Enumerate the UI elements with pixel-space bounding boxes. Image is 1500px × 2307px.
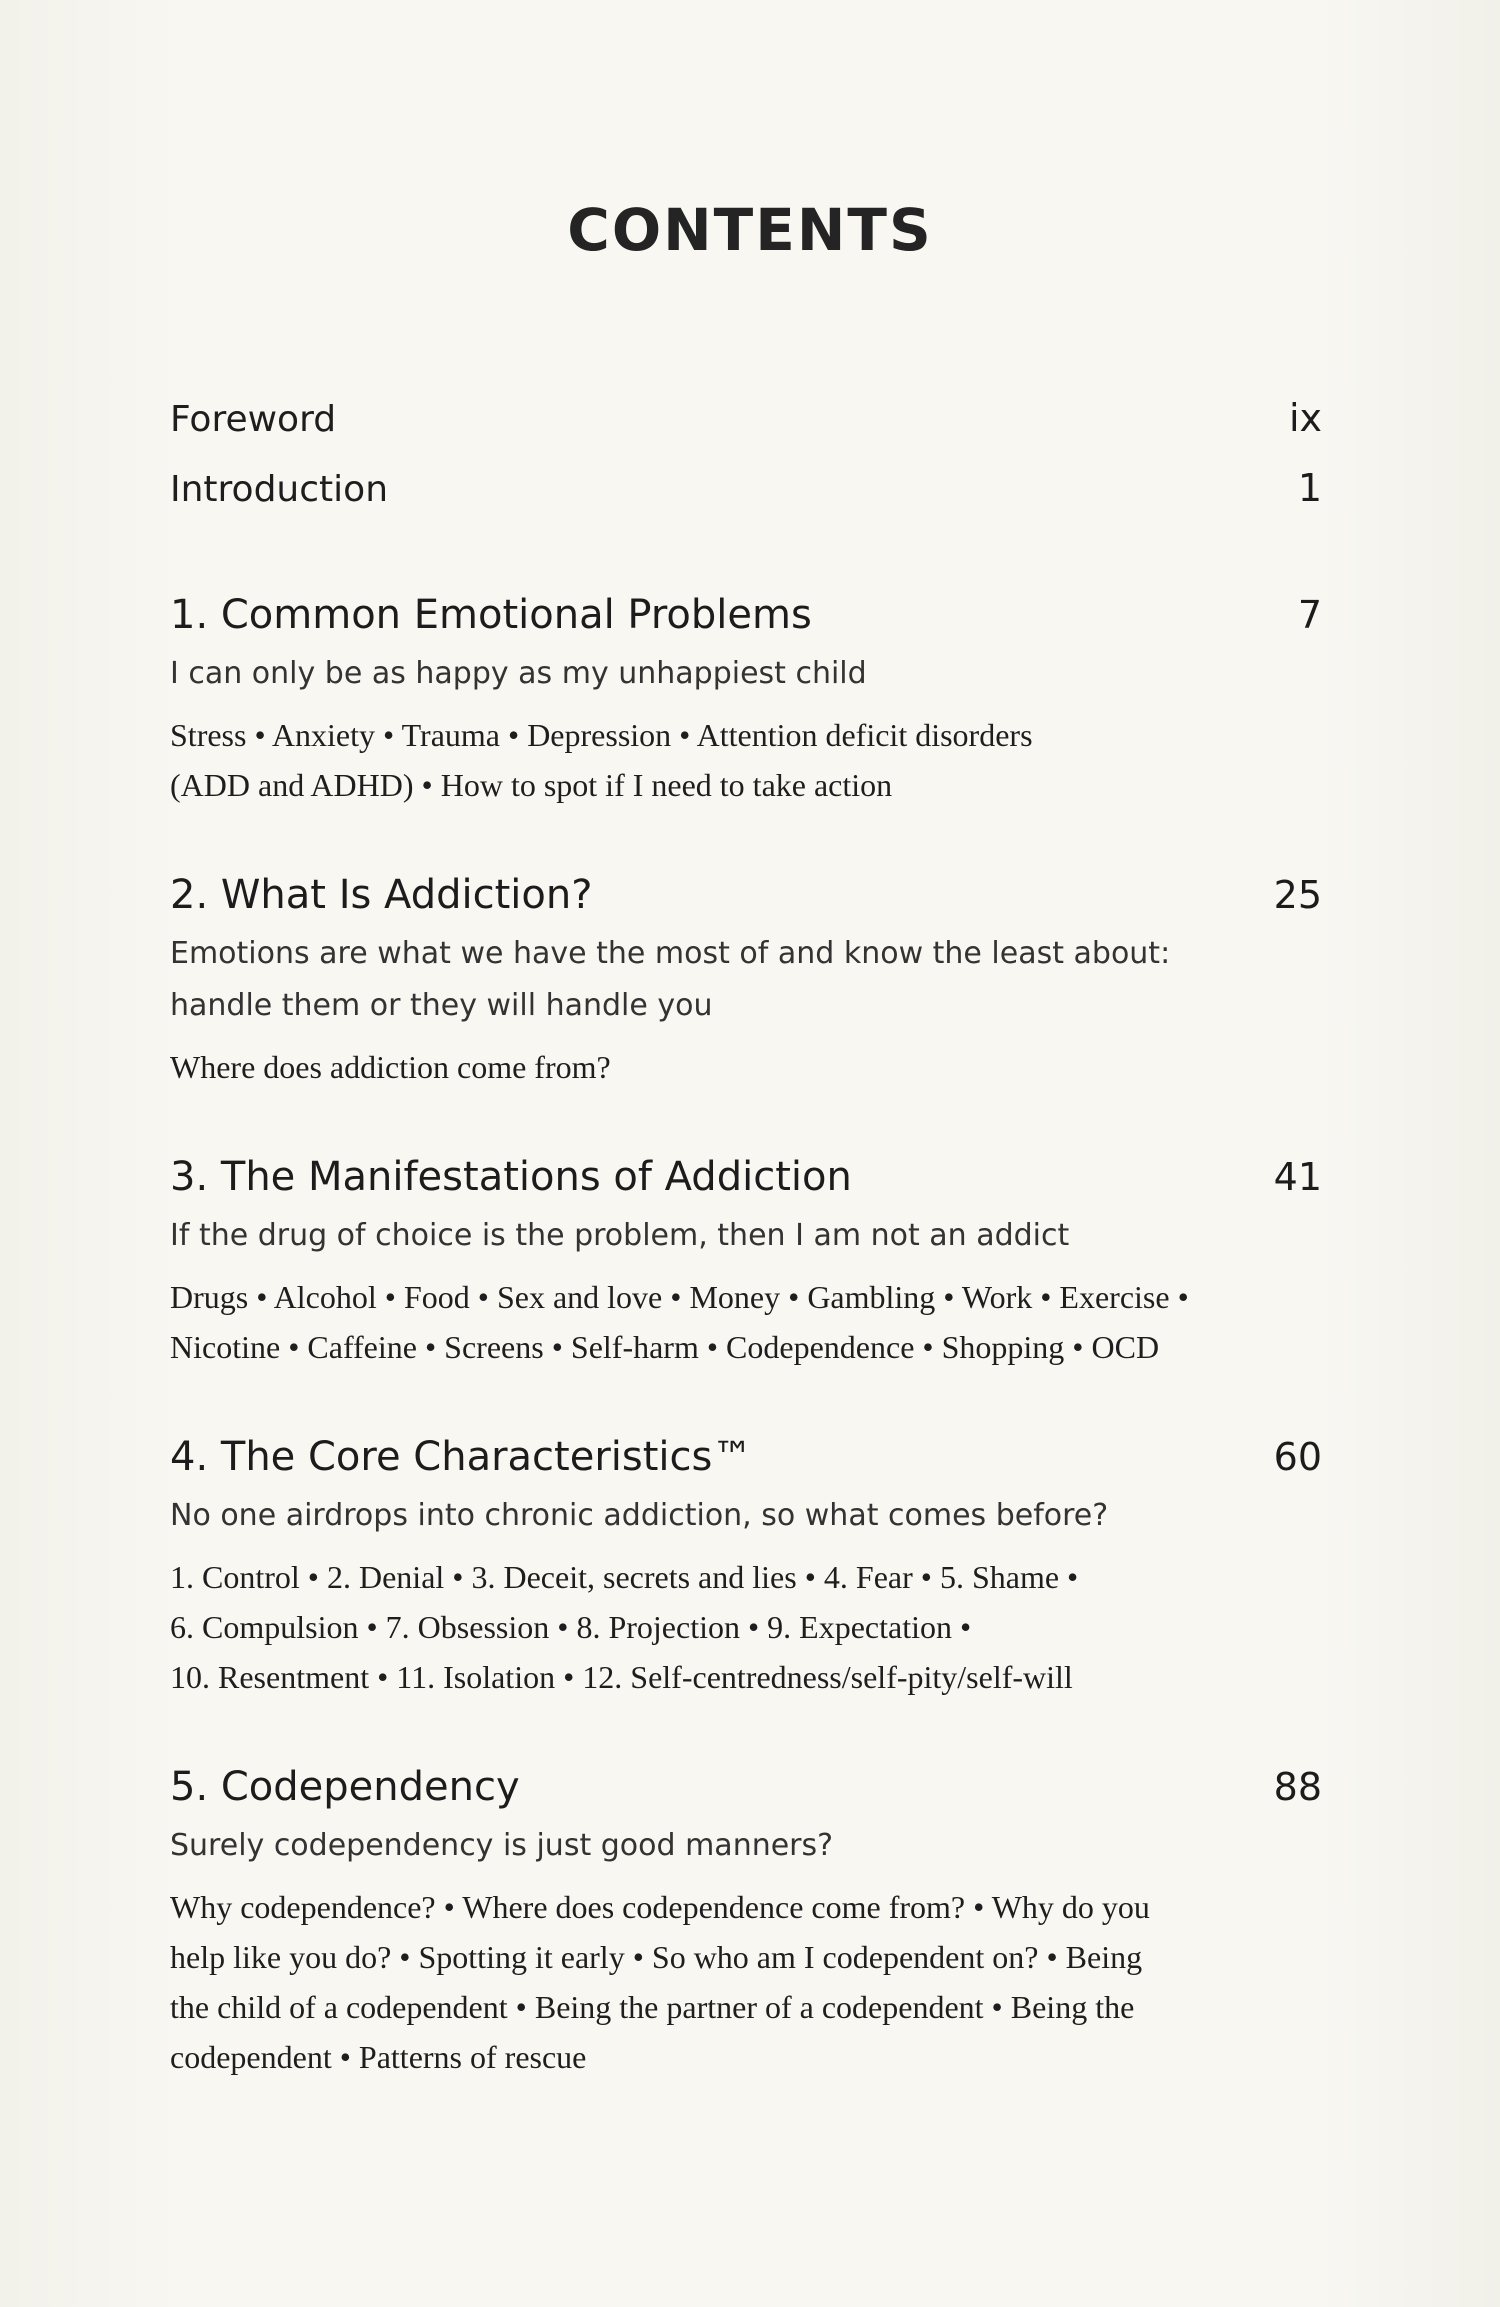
toc-chapter-4: [170, 1434, 1322, 1702]
toc-chapter-1: [170, 592, 1322, 810]
chapter-page-number: 41: [1273, 1155, 1322, 1199]
entry-page-number: ix: [1288, 396, 1322, 440]
topics-line: Where does addiction come from?: [170, 1049, 611, 1085]
topics-line: (ADD and ADHD) • How to spot if I need to take action: [170, 767, 893, 803]
toc-chapter-2: [170, 872, 1322, 1092]
topics-line: Drugs • Alcohol • Food • Sex and love • Money • Gambling • Work • Exercise •: [170, 1279, 1189, 1315]
toc-entry-foreword: [170, 396, 1322, 440]
tagline-line: Emotions are what we have the most of and know the least about:: [170, 936, 1171, 971]
chapter-topics: [170, 1042, 1322, 1092]
chapter-page-number: 25: [1273, 873, 1322, 917]
topics-line: 6. Compulsion • 7. Obsession • 8. Projection • 9. Expectation •: [170, 1609, 972, 1645]
entry-title: Foreword: [170, 399, 337, 440]
topics-line: codependent • Patterns of rescue: [170, 2039, 587, 2075]
toc-chapter-3: [170, 1154, 1322, 1372]
topics-line: 1. Control • 2. Denial • 3. Deceit, secrets and lies • 4. Fear • 5. Shame •: [170, 1559, 1079, 1595]
topics-line: 10. Resentment • 11. Isolation • 12. Self-centredness/self-pity/self-will: [170, 1659, 1073, 1695]
topics-line: Stress • Anxiety • Trauma • Depression • Attention deficit disorders: [170, 717, 1033, 753]
chapter-topics: [170, 1552, 1322, 1702]
chapter-tagline: Surely codependency is just good manners?: [170, 1828, 834, 1863]
chapter-tagline: I can only be as happy as my unhappiest child: [170, 656, 867, 691]
chapter-page-number: 7: [1297, 593, 1322, 637]
entry-page-number: 1: [1297, 466, 1322, 510]
chapter-page-number: 60: [1273, 1435, 1322, 1479]
chapter-tagline: [170, 928, 1322, 1032]
topics-line: Why codependence? • Where does codependence come from? • Why do you: [170, 1889, 1150, 1925]
chapter-title: 2. What Is Addiction?: [170, 872, 593, 918]
entry-title: Introduction: [170, 469, 389, 510]
topics-line: the child of a codependent • Being the partner of a codependent • Being the: [170, 1989, 1135, 2025]
toc-chapter-5: [170, 1764, 1322, 2082]
chapter-title: 1. Common Emotional Problems: [170, 592, 812, 638]
chapter-topics: [170, 1882, 1322, 2082]
topics-line: help like you do? • Spotting it early • So who am I codependent on? • Being: [170, 1939, 1143, 1975]
chapter-title: 4. The Core Characteristics™: [170, 1434, 753, 1480]
toc-entry-introduction: [170, 466, 1322, 510]
chapter-tagline: No one airdrops into chronic addiction, so what comes before?: [170, 1498, 1109, 1533]
chapter-topics: [170, 1272, 1322, 1372]
chapter-page-number: 88: [1273, 1765, 1322, 1809]
topics-line: Nicotine • Caffeine • Screens • Self-harm • Codependence • Shopping • OCD: [170, 1329, 1160, 1365]
chapter-tagline: If the drug of choice is the problem, then I am not an addict: [170, 1218, 1070, 1253]
page-title: CONTENTS: [567, 196, 933, 264]
chapter-title: 5. Codependency: [170, 1764, 520, 1810]
tagline-line: handle them or they will handle you: [170, 988, 713, 1023]
chapter-title: 3. The Manifestations of Addiction: [170, 1154, 852, 1200]
chapter-topics: [170, 710, 1322, 810]
